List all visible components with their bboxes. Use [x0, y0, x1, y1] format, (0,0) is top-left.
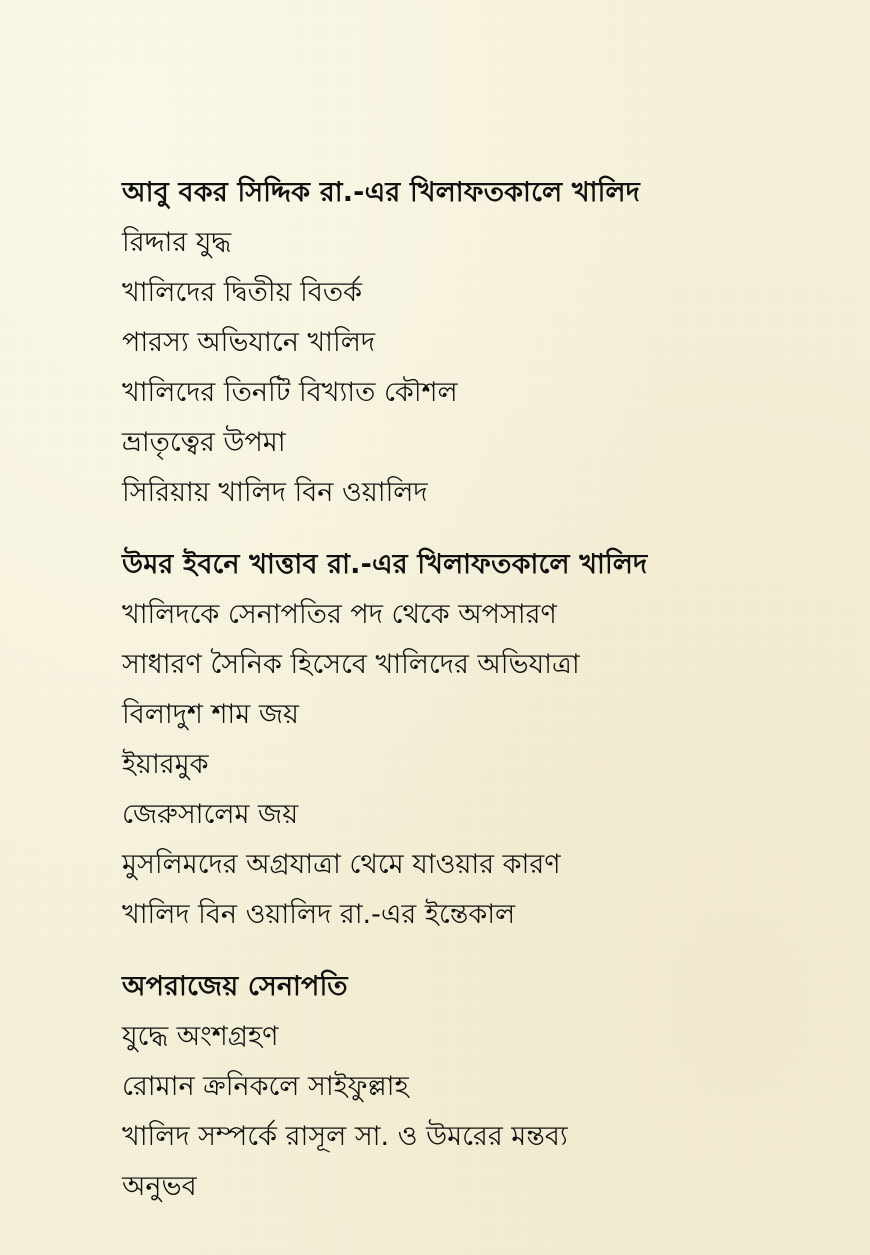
- table-of-contents: [122, 168, 842, 1212]
- toc-entry: যুদ্ধে অংশগ্রহণ: [122, 1021, 279, 1052]
- toc-section-abu-bakr: [122, 168, 842, 518]
- toc-entry: খালিদ বিন ওয়ালিদ রা.-এর ইন্তেকাল: [122, 899, 516, 930]
- toc-entry: খালিদ সম্পর্কে রাসূল সা. ও উমরের মন্তব্য: [122, 1121, 568, 1152]
- toc-entry: সাধারণ সৈনিক হিসেবে খালিদের অভিযাত্রা: [122, 649, 580, 680]
- toc-entry: খালিদকে সেনাপতির পদ থেকে অপসারণ: [122, 599, 557, 630]
- toc-entry: সিরিয়ায় খালিদ বিন ওয়ালিদ: [122, 477, 428, 508]
- section-heading: অপরাজেয় সেনাপতি: [122, 971, 348, 1002]
- toc-entry: রোমান ক্রনিকলে সাইফুল্লাহ: [122, 1071, 409, 1102]
- toc-entry: মুসলিমদের অগ্রযাত্রা থেমে যাওয়ার কারণ: [122, 849, 561, 880]
- section-item-list: [122, 218, 842, 518]
- toc-section-umar: [122, 540, 842, 940]
- section-heading: আবু বকর সিদ্দিক রা.-এর খিলাফতকালে খালিদ: [122, 177, 641, 208]
- toc-entry: ইয়ারমুক: [122, 749, 209, 780]
- toc-entry: অনুভব: [122, 1171, 197, 1202]
- section-item-list: [122, 1012, 842, 1212]
- toc-entry: ভ্রাতৃত্বের উপমা: [122, 427, 286, 458]
- toc-section-undefeated-commander: [122, 962, 842, 1212]
- section-heading: উমর ইবনে খাত্তাব রা.-এর খিলাফতকালে খালিদ: [122, 549, 648, 580]
- toc-entry: জেরুসালেম জয়: [122, 799, 299, 830]
- toc-entry: খালিদের দ্বিতীয় বিতর্ক: [122, 277, 363, 308]
- section-item-list: [122, 590, 842, 940]
- toc-entry: রিদ্দার যুদ্ধ: [122, 227, 232, 258]
- toc-entry: পারস্য অভিযানে খালিদ: [122, 327, 376, 358]
- toc-entry: খালিদের তিনটি বিখ্যাত কৌশল: [122, 377, 458, 408]
- toc-entry: বিলাদুশ শাম জয়: [122, 699, 299, 730]
